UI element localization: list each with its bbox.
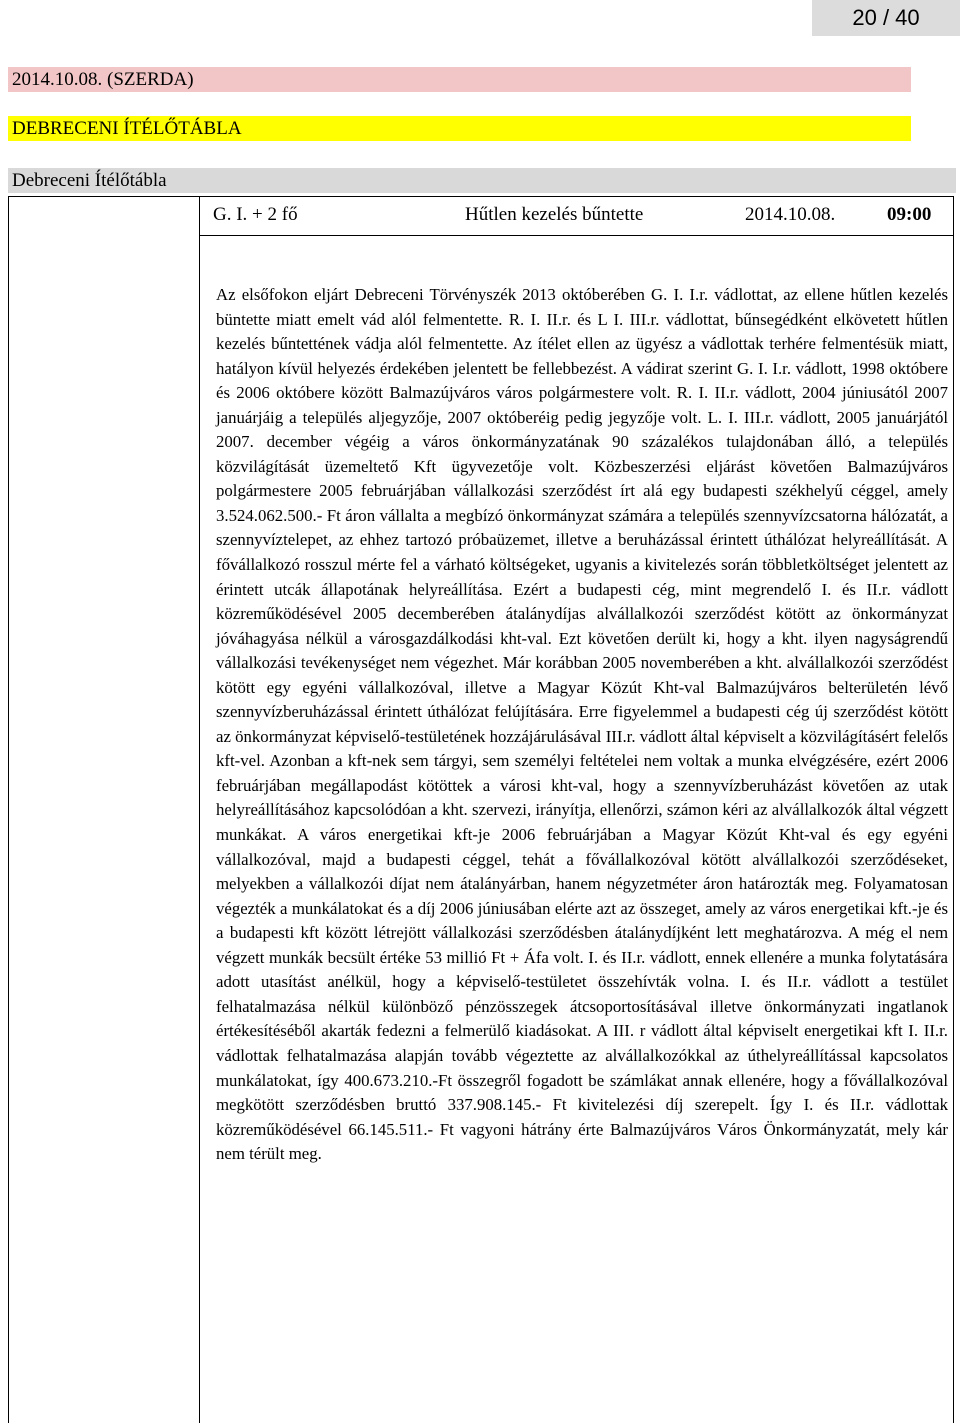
hearing-date: 2014.10.08. (SZERDA) <box>8 67 911 92</box>
page-number: 20 / 40 <box>812 0 960 36</box>
case-offense: Hűtlen kezelés bűntette <box>465 204 644 225</box>
case-date: 2014.10.08. <box>745 204 836 225</box>
court-heading: DEBRECENI ÍTÉLŐTÁBLA <box>8 116 911 141</box>
table-divider <box>199 236 200 1423</box>
case-row <box>199 196 954 236</box>
case-parties: G. I. + 2 fő <box>213 204 298 225</box>
case-time: 09:00 <box>887 204 932 225</box>
case-description: Az elsőfokon eljárt Debreceni Törvényszék 2013 októberében G. I. I.r. vádlottat, az ellene hűtlen kezelés büntette miatt emelt vád alól felmentette. R. I. II.r. és L I. III.r. vádlottat, bűnsegédként elkövetett hűtlen kezelés bűntettének vádja alól felmentette. Az ítélet ellen az ügyész a vádlottak terhére felmentésük miatt, hatályon kívül helyezés érdekében jelentett be fellebbezést. A vádirat szerint G. I. I.r. vádlott, 1998 októbere és 2006 októbere között Balmazújváros város polgármestere volt. R. I. II.r. vádlott, 2004 júniusától 2007 januárjáig a település aljegyzője, 2007 októberéig pedig jegyzője volt. L. I. III.r. vádlott, 2005 januárjától 2007. december végéig a város önkormányzatának 90 százalékos tulajdonában álló, a település közvilágítását üzemeltető Kft ügyvezetője volt. Közbeszerzési eljárást követően Balmazújváros polgármestere 2005 februárjában vállalkozási szerződést írt alá egy budapesti székhelyű céggel, amely 3.524.062.500.- Ft áron vállalta a megbízó önkormányzat számára a település szennyvízcsatorna hálózatát, a szennyvíztelepet, az ehhez tartozó próbaüzemet, illetve a beruházással érintett úthálózat helyreállítását. A fővállalkozó rosszul mérte fel a várható költségeket, ugyanis a kivitelezés során többletköltséget jelentett az érintett utcák állapotának helyreállítása. Ezért a budapesti cég, mint megrendelő I. és II.r. vádlott közreműködésével 2005 decemberében átalánydíjas alvállalkozói szerződést kötött az önkormányzat jóváhagyása nélkül a városgazdálkodási kht-val. Ezt követően derült ki, hogy a kht. ilyen nagyságrendű vállalkozási tevékenységet nem végezhet. Már korábban 2005 novemberében a kht. alvállalkozói szerződést kötött egy egyéni vállalkozóval, illetve a Magyar Közút Kht-val Balmazújváros belterületén lévő szennyvízberuházással érintett úthálózat felújítására. Erre figyelemmel a budapesti cég új szerződést kötött az önkormányzat képviselő-testületének hozzájárulásával III.r. vádlott által képviselt a közvilágításért felelős kft-vel. Azonban a kft-nek sem tárgyi, sem személyi feltételei nem voltak a munka elvégzésére, ezért 2006 februárjában megállapodást kötöttek a városi kht-val, hogy a szennyvízberuházást követően az utak helyreállításához kapcsolódóan a kht. szervezi, irányítja, ellenőrzi, számon kéri az alvállalkozók által végzett munkákat. A város energetikai kft-je 2006 februárjában a Magyar Közút Kht-val és egy egyéni vállalkozóval, majd a budapesti céggel, tehát a fővállalkozóval kötött alvállalkozói szerződéseket, melyekben a vállalkozói díjat nem átalányárban, hanem négyzetméter áron határozták meg. Folyamatosan végezték a munkálatokat és a díj 2006 júniusában elérte azt az összeget, amely az város energetikai kft.-je és a budapesti kft között létrejött vállalkozási szerződésben átalánydíjként lett meghatározva. A még el nem végzett munkák becsült értéke 53 millió Ft + Áfa volt. I. és II.r. vádlott, ennek ellenére a munka folytatására adott utasítást anélkül, hogy a képviselő-testületet összehívták volna. I. és II.r. vádlott a testület felhatalmazása nélkül különböző pénzösszegek átcsoportosításával illetve önkormányzati ingatlanok értékesítéséből akarták fedezni a felmerülő kiadásokat. A III. r vádlott által képviselt energetikai kft I. II.r. vádlottak felhatalmazása alapján tovább végeztette az alvállalkozókkal az úthelyreállítással kapcsolatos munkálatokat, így 400.673.210.-Ft összegről fogadott be számlákat annak ellenére, hogy a fővállalkozóval megkötött szerződésben bruttó 337.908.145.- Ft kivitelezési díj szerepelt. Így I. és II.r. vádlottak közreműködésével 66.145.511.- Ft vagyoni hátrány érte Balmazújváros Város Önkormányzatát, mely kár nem térült meg. <box>216 285 948 1164</box>
court-name: Debreceni Ítélőtábla <box>8 168 956 193</box>
